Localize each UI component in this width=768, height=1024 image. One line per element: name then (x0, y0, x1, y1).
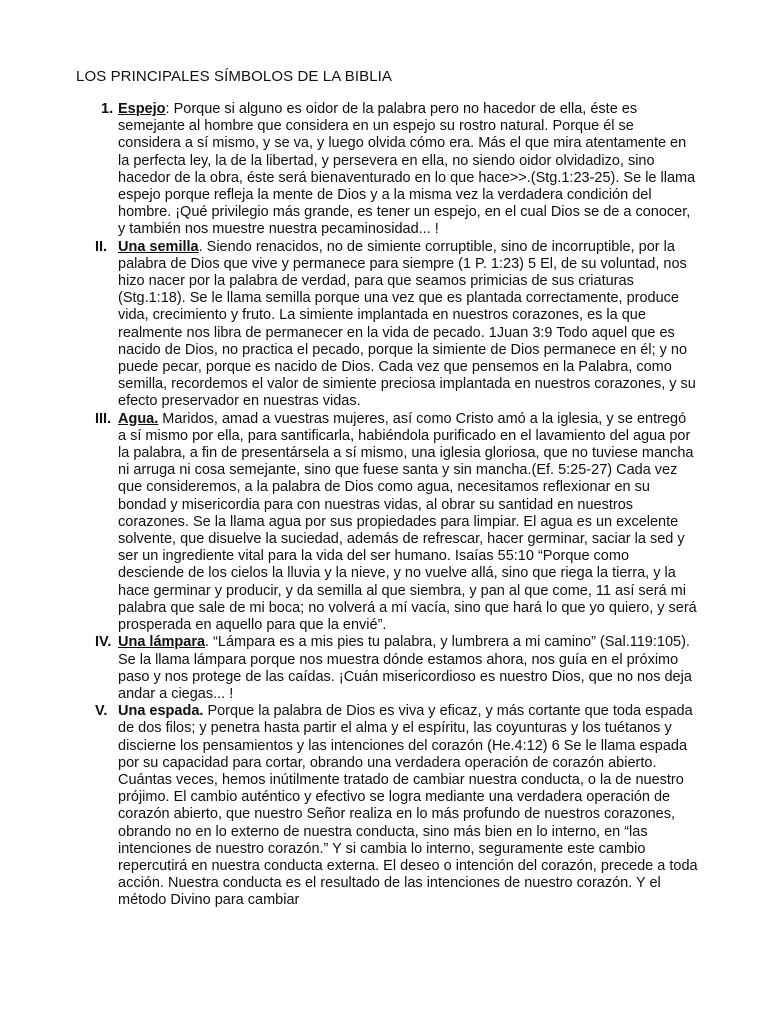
section-term: Agua. (118, 410, 159, 427)
section-body (118, 634, 698, 703)
section-description: Maridos, amad a vuestras mujeres, así como Cristo amó a la iglesia, y se entregó a sí mismo por ella, para santificarla, habiéndola purificado en el lavamiento del agua por la palabra, a fin de presentársela a sí mismo, una iglesia gloriosa, que no tuviese mancha ni arruga ni cosa semejante, sino que fuese santa y sin mancha.(Ef. 5:25-27) Cada vez que consideremos, a la palabra de Dios como agua, necesitamos reflexionar en su bondad y misericordia para con nuestras vidas, al obrar su santidad en nuestros corazones. Se la llama agua por sus propiedades para limpiar. El agua es un excelente solvente, que disuelve la suciedad, además de refrescar, hacer germinar, saciar la sed y ser un ingrediente vital para la vida del ser humano. Isaías 55:10 “Porque como desciende de los cielos la lluvia y la nieve, y no vuelve allá, sino que riega la tierra, y la hace germinar y producir, y da semilla al que siembra, y pan al que come, 11 así será mi palabra que sale de mi boca; no volverá a mí vacía, sino que hará lo que yo quiero, y será prosperada en aquello para que la envié”. (118, 410, 697, 634)
section-term: Una espada. (118, 703, 204, 720)
section-description: . “Lámpara es a mis pies tu palabra, y lumbrera a mi camino” (Sal.119:105). Se la llama lámpara porque nos muestra dónde estamos ahora, nos guía en el próximo paso y nos protege de las caídas. ¡Cuán misericordioso es nuestro Dios, que no nos deja andar a ciegas... ! (118, 634, 692, 702)
section-term: Una lámpara (118, 634, 206, 651)
document-title: LOS PRINCIPALES SÍMBOLOS DE LA BIBLIA (76, 68, 393, 85)
section-description: . Siendo renacidos, no de simiente corruptible, sino de incorruptible, por la palabra de Dios que vive y permanece para siempre (1 P. 1:23) 5 El, de su voluntad, nos hizo nacer por la palabra de verdad, para que seamos primicias de sus criaturas (Stg.1:18). Se le llama semilla porque una vez que es plantada correctamente, produce vida, crecimiento y fruto. La simiente implantada en nuestros corazones, es la que realmente nos libra de permanecer en la vida de pecado. 1Juan 3:9 Todo aquel que es nacido de Dios, no practica el pecado, porque la simiente de Dios permanece en él; y no puede pecar, porque es nacido de Dios. Cada vez que pensemos en la Palabra, como semilla, recordemos el valor de simiente preciosa implantada en nuestros corazones, y su efecto preservador en nuestras vidas. (118, 238, 696, 410)
section-number: III. (95, 410, 112, 427)
section-term: Una semilla (118, 238, 199, 255)
section-body (118, 411, 698, 635)
section-number: V. (95, 703, 108, 720)
section-body (118, 101, 698, 239)
section-lampara (0, 634, 768, 703)
section-body (118, 703, 698, 909)
section-espejo (0, 101, 768, 239)
section-body (118, 239, 698, 411)
section-number: 1. (101, 101, 114, 117)
section-number: II. (95, 238, 108, 255)
symbols-list (0, 101, 768, 910)
section-semilla (0, 239, 768, 411)
section-description: Porque la palabra de Dios es viva y eficaz, y más cortante que toda espada de dos filos; y penetra hasta partir el alma y el espíritu, las coyunturas y los tuétanos y discierne los pensamientos y las intenciones del corazón (He.4:12) 6 Se le llama espada por su capacidad para cortar, obrando una verdadera operación de corazón abierto. Cuántas veces, hemos inútilmente tratado de cambiar nuestra conducta, o la de nuestro prójimo. El cambio auténtico y efectivo se logra mediante una verdadera operación de corazón abierto, que nuestro Señor realiza en lo más profundo de nuestros corazones, obrando no en lo externo de nuestra conducta, sino más bien en lo interno, en “las intenciones de nuestro corazón.” Y si cambia lo interno, seguramente este cambio repercutirá en nuestra conducta externa. El deseo o intención del corazón, precede a toda acción. Nuestra conducta es el resultado de las intenciones de nuestro corazón. Y el método Divino para cambiar (118, 703, 698, 909)
section-term: Espejo (118, 101, 166, 117)
section-description: : Porque si alguno es oidor de la palabra pero no hacedor de ella, éste es semejante al hombre que considera en un espejo su rostro natural. Porque él se considera a sí mismo, y se va, y luego olvida cómo era. Más el que mira atentamente en la perfecta ley, la de la libertad, y persevera en ella, no siendo oidor olvidadizo, sino hacedor de la obra, éste será bienaventurado en lo que hace>>.(Stg.1:23-25). Se le llama espejo porque refleja la mente de Dios y a la misma vez la verdadera condición del hombre. ¡Qué privilegio más grande, es tener un espejo, en el cual Dios se de a conocer, y también nos muestre nuestra pecaminosidad... ! (118, 101, 696, 238)
section-espada (0, 703, 768, 909)
section-agua (0, 411, 768, 635)
section-number: IV. (95, 634, 112, 651)
